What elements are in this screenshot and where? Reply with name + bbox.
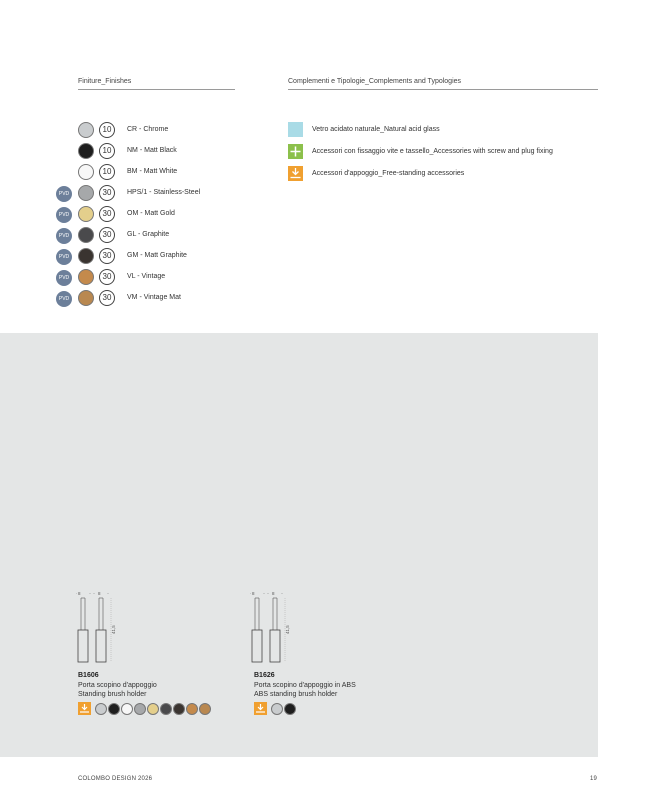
finish-swatch [78,206,94,222]
finish-row [56,142,256,162]
product-desc-it: Porta scopino d'appoggio [78,682,157,689]
finish-label: GM - Matt Graphite [127,252,187,259]
free-standing-icon [78,702,91,715]
product-code: B1606 [78,672,99,679]
warranty-years-badge: 10 [99,122,115,138]
dim-width-a: 8 [78,591,81,596]
finish-swatch [78,143,94,159]
finish-row [56,247,256,267]
finish-row [56,121,256,141]
product-swatch [284,703,296,715]
finish-row [56,163,256,183]
product-swatch [199,703,211,715]
complement-row [288,166,608,182]
product-finish-swatches [254,702,314,718]
complement-row [288,144,608,160]
dim-width-a: 8 [252,591,255,596]
warranty-years-badge: 30 [99,185,115,201]
complement-label: Accessori con fissaggio vite e tassello_Accessories with screw and plug fixing [312,148,553,155]
product-desc-en: ABS standing brush holder [254,691,338,698]
finish-swatch [78,185,94,201]
warranty-years-badge: 10 [99,164,115,180]
finish-swatch [78,290,94,306]
dim-height: 41,5 [285,625,290,634]
finish-label: VM - Vintage Mat [127,294,181,301]
dim-width-b: 8 [272,591,275,596]
finishes-header-rule [78,89,235,90]
complement-row [288,122,608,138]
product-drawing-b1606 [76,586,136,668]
pvd-badge: PVD [56,228,72,244]
finishes-header: Finiture_Finishes [78,78,132,85]
finish-label: HPS/1 - Stainless-Steel [127,189,201,196]
warranty-years-badge: 30 [99,206,115,222]
warranty-years-badge: 30 [99,227,115,243]
warranty-years-badge: 30 [99,269,115,285]
finish-row [56,289,256,309]
finish-swatch [78,164,94,180]
product-desc-en: Standing brush holder [78,691,147,698]
acid-glass-icon [288,122,303,137]
warranty-years-badge: 10 [99,143,115,159]
product-drawing-b1626 [250,586,310,668]
product-swatch [95,703,107,715]
finish-swatch [78,248,94,264]
product-finish-swatches [78,702,238,718]
complement-label: Vetro acidato naturale_Natural acid glass [312,126,440,133]
finish-label: CR - Chrome [127,126,169,133]
pvd-badge: PVD [56,291,72,307]
finish-swatch [78,122,94,138]
product-swatch [134,703,146,715]
free-standing-icon [288,166,303,181]
finish-row [56,184,256,204]
complements-header: Complementi e Tipologie_Complements and Typologies [288,78,462,85]
product-swatch [147,703,159,715]
warranty-years-badge: 30 [99,248,115,264]
product-desc-it: Porta scopino d'appoggio in ABS [254,682,356,689]
finish-swatch [78,227,94,243]
product-code: B1626 [254,672,275,679]
page-number: 19 [590,776,598,782]
product-swatch [186,703,198,715]
dim-width-b: 8 [98,591,101,596]
finish-label: OM - Matt Gold [127,210,175,217]
product-swatch [108,703,120,715]
finish-label: NM - Matt Black [127,147,177,154]
complement-label: Accessori d'appoggio_Free-standing accessories [312,170,465,177]
product-swatch [173,703,185,715]
pvd-badge: PVD [56,270,72,286]
finish-label: BM - Matt White [127,168,178,175]
footer-brand: COLOMBO DESIGN 2026 [78,776,153,782]
complements-header-rule [288,89,598,90]
finish-label: VL - Vintage [127,273,166,280]
screw-fixing-icon [288,144,303,159]
finish-row [56,226,256,246]
pvd-badge: PVD [56,207,72,223]
finish-row [56,268,256,288]
pvd-badge: PVD [56,186,72,202]
dim-height: 41,5 [111,625,116,634]
free-standing-icon [254,702,267,715]
product-swatch [160,703,172,715]
finish-swatch [78,269,94,285]
product-swatch [271,703,283,715]
finish-label: GL - Graphite [127,231,170,238]
warranty-years-badge: 30 [99,290,115,306]
finish-row [56,205,256,225]
product-swatch [121,703,133,715]
pvd-badge: PVD [56,249,72,265]
